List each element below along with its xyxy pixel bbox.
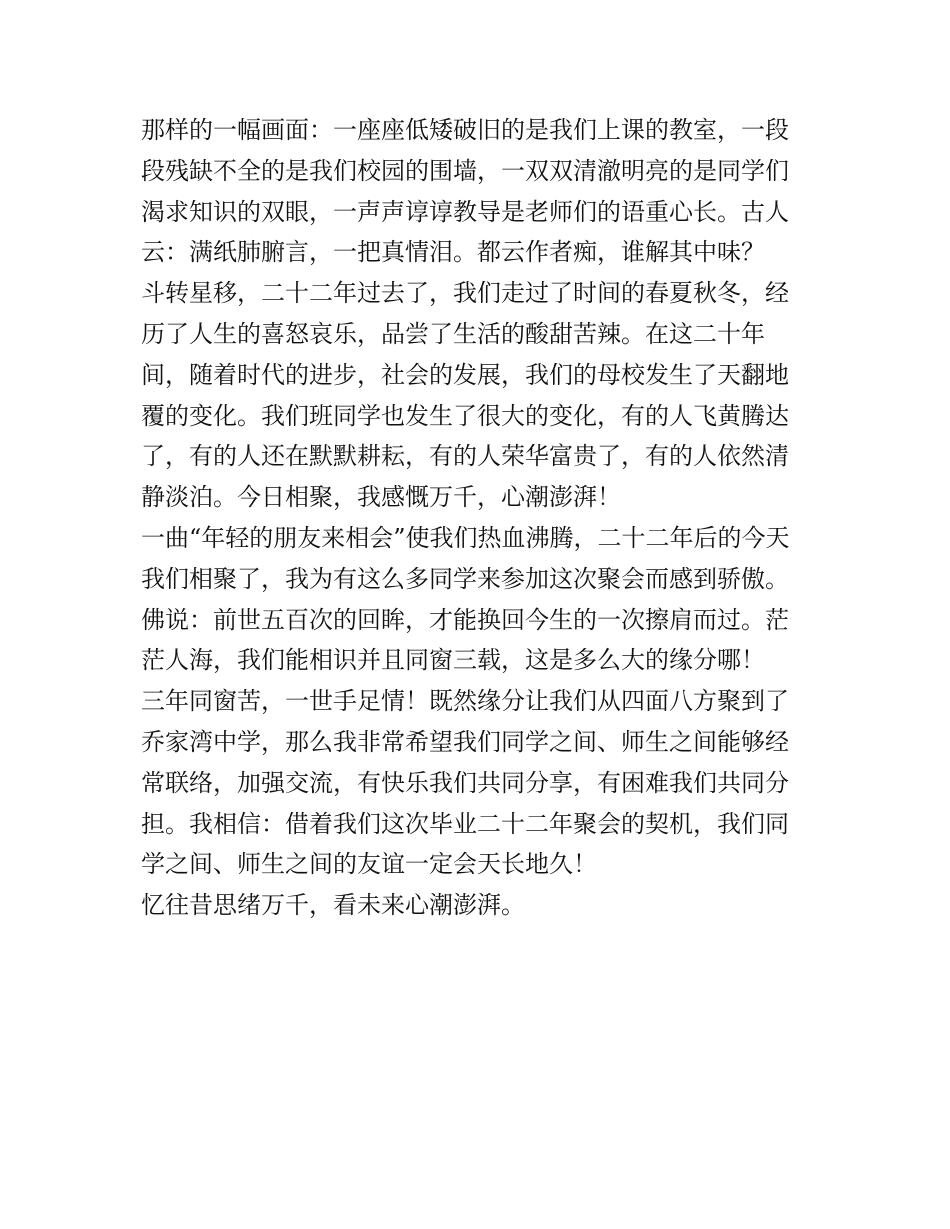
text-line: 我们相聚了，我为有这么多同学来参加这次聚会而感到骄傲。 bbox=[141, 564, 789, 593]
text-line: 斗转星移，二十二年过去了，我们走过了时间的春夏秋冬，经 bbox=[141, 279, 789, 308]
text-line: 渴求知识的双眼，一声声谆谆教导是老师们的语重心长。古人 bbox=[141, 197, 789, 226]
text-line: 乔家湾中学，那么我非常希望我们同学之间、师生之间能够经 bbox=[141, 727, 789, 756]
text-line: 覆的变化。我们班同学也发生了很大的变化，有的人飞黄腾达 bbox=[141, 401, 789, 430]
text-line: 三年同窗苦，一世手足情！既然缘分让我们从四面八方聚到了 bbox=[141, 687, 789, 716]
text-line: 担。我相信：借着我们这次毕业二十二年聚会的契机，我们同 bbox=[141, 809, 789, 838]
text-line: 了，有的人还在默默耕耘，有的人荣华富贵了，有的人依然清 bbox=[141, 442, 789, 471]
text-line: 静淡泊。今日相聚，我感慨万千，心潮澎湃！ bbox=[141, 483, 621, 512]
text-line: 忆往昔思绪万千，看未来心潮澎湃。 bbox=[141, 891, 525, 920]
text-line: 学之间、师生之间的友谊一定会天长地久！ bbox=[141, 850, 597, 879]
text-line: 云：满纸肺腑言，一把真情泪。都云作者痴，谁解其中味？ bbox=[141, 238, 765, 267]
text-line: 历了人生的喜怒哀乐，品尝了生活的酸甜苦辣。在这二十年 bbox=[141, 319, 765, 348]
text-line: 段残缺不全的是我们校园的围墙，一双双清澈明亮的是同学们 bbox=[141, 156, 789, 185]
text-line: 常联络，加强交流，有快乐我们共同分享，有困难我们共同分 bbox=[141, 768, 789, 797]
text-line: 间，随着时代的进步，社会的发展，我们的母校发生了天翻地 bbox=[141, 360, 789, 389]
text-line: 那样的一幅画面：一座座低矮破旧的是我们上课的教室，一段 bbox=[141, 116, 789, 144]
document-body bbox=[141, 110, 813, 926]
text-line: 茫人海，我们能相识并且同窗三载，这是多么大的缘分哪！ bbox=[141, 646, 765, 675]
text-line: 佛说：前世五百次的回眸，才能换回今生的一次擦肩而过。茫 bbox=[141, 605, 789, 634]
text-line: 一曲“年轻的朋友来相会”使我们热血沸腾，二十二年后的今天 bbox=[141, 523, 790, 552]
